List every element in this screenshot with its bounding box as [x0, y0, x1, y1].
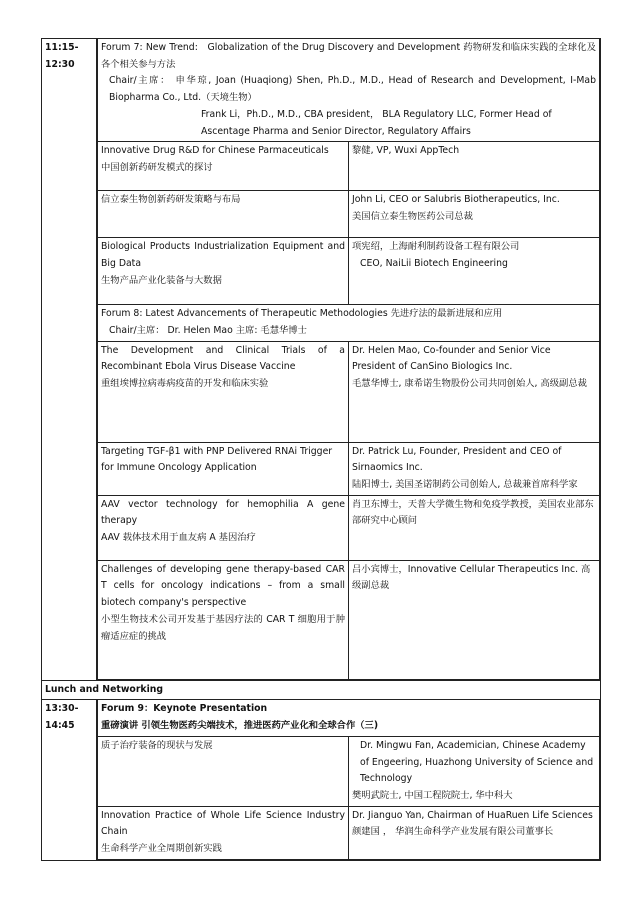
talk-row	[98, 495, 600, 560]
talk-speaker: 吕小宾博士，Innovative Cellular Therapeutics Inc. 高级副总裁	[352, 563, 591, 592]
talk-row	[98, 191, 600, 238]
talk-speaker-cn: 樊明武院士, 中国工程院院士, 华中科大	[352, 789, 513, 801]
talk-title-cn: 生物产品产业化装备与大数据	[101, 274, 222, 286]
forum-title: Forum 7: New Trend: Globalization of the Drug Discovery and Development 药物研发和临床实践的全球化及各个相关参与方法	[101, 42, 596, 70]
talk-title-cn: 中国创新药研发模式的探讨	[101, 161, 213, 173]
lunch-cell: Lunch and Networking	[42, 680, 601, 700]
talk-row	[98, 442, 600, 495]
talk-title-cn: 小型生物技术公司开发基于基因疗法的 CAR T 细胞用于肿瘤适应症的挑战	[101, 613, 345, 642]
talk-speaker-cn: 陆阳博士, 美国圣诺制药公司创始人, 总裁兼首席科学家	[352, 479, 578, 491]
forum-title: Forum 8: Latest Advancements of Therapeutic Methodologies 先进疗法的最新进展和应用	[101, 308, 503, 320]
talk-row	[98, 560, 600, 679]
talk-speaker: Dr. Jianguo Yan, Chairman of HuaRuen Life Sciences	[352, 809, 593, 821]
talk-title: Biological Products Industrialization Equipment and Big Data	[101, 241, 345, 269]
talk-speaker: 肖卫东博士，天普大学微生物和免疫学教授，美国农业部东部研究中心顾问	[352, 498, 594, 527]
talk-speaker-cn: 毛慧华博士, 康希诺生物股份公司共同创始人, 高级副总裁	[352, 378, 587, 390]
time-cell	[42, 700, 97, 860]
session-row	[42, 39, 601, 681]
talk-title: 质子治疗装备的现状与发展	[101, 739, 213, 751]
talk-speaker: 黎健, VP, Wuxi AppTech	[352, 145, 460, 157]
talk-title: Innovative Drug R&D for Chinese Parmaceuticals	[101, 145, 329, 157]
talk-row	[98, 806, 600, 859]
talk-title: The Development and Clinical Trials of a Recombinant Ebola Virus Disease Vaccine	[101, 344, 345, 373]
session-content	[97, 700, 601, 860]
talk-title: Innovation Practice of Whole Life Science Industry Chain	[101, 809, 345, 838]
schedule-page	[41, 38, 601, 861]
talk-title: Challenges of developing gene therapy-based CAR T cells for oncology indications – from a small biotech company's perspective	[101, 563, 345, 609]
session-time: 11:15- 12:30	[45, 42, 79, 70]
forum-chair: Chair/主席： 申华琼, Joan (Huaqiong) Shen, Ph.D., M.D., Head of Research and Development, I-Mab Biopharma Co., Ltd.（天境生物）	[109, 75, 596, 104]
forum9-table	[97, 700, 600, 859]
talk-row	[98, 341, 600, 442]
schedule-table	[41, 38, 601, 861]
talk-row	[98, 142, 600, 191]
forum-cochair: Frank Li，Ph.D., M.D., CBA president， BLA Regulatory LLC, Former Head of Ascentage Pharma and Senior Director, Regulatory Affairs	[201, 108, 552, 137]
talk-row	[98, 238, 600, 305]
forum-header-row	[98, 700, 600, 736]
forum-header-row	[98, 305, 600, 341]
talk-speaker: 项宪绍，上海耐利制药设备工程有限公司	[352, 241, 520, 253]
talk-speaker: John Li, CEO or Salubris Biotherapeutics, Inc.	[352, 194, 560, 206]
talk-title-cn: for Immune Oncology Application	[101, 462, 257, 474]
talk-speaker-en: CEO, NaiLii Biotech Engineering	[360, 257, 508, 269]
talk-title-cn: 生命科学产业全周期创新实践	[101, 843, 222, 855]
talk-speaker-cn: 美国信立泰生物医药公司总裁	[352, 210, 473, 222]
forum-header-row	[98, 39, 600, 142]
forum-subtitle: 重磅演讲 引领生物医药尖端技术，推进医药产业化和全球合作（三)	[101, 720, 379, 732]
forum-title: Forum 9：Keynote Presentation	[101, 703, 268, 715]
lunch-row	[42, 680, 601, 700]
session-content	[97, 39, 601, 681]
talk-title: 信立泰生物创新药研发策略与布局	[101, 194, 241, 206]
talk-title-cn: AAV 载体技术用于血友病 A 基因治疗	[101, 532, 256, 544]
talk-title: AAV vector technology for hemophilia A gene therapy	[101, 498, 345, 527]
talk-title-cn: 重组埃博拉病毒病疫苗的开发和临床实验	[101, 378, 269, 390]
forum7-table	[97, 39, 600, 680]
session-time: 13:30- 14:45	[45, 703, 79, 732]
talk-speaker: Dr. Mingwu Fan, Academician, Chinese Academy of Engeering, Huazhong University of Science and Technology	[360, 739, 594, 785]
talk-speaker: Dr. Helen Mao, Co-founder and Senior Vice President of CanSino Biologics Inc.	[352, 344, 551, 373]
talk-speaker-cn: 颜建国 ， 华润生命科学产业发展有限公司董事长	[352, 826, 554, 838]
forum-chair: Chair/主席： Dr. Helen Mao 主席: 毛慧华博士	[109, 324, 307, 336]
talk-speaker: Dr. Patrick Lu, Founder, President and CEO of Sirnaomics Inc.	[352, 445, 562, 474]
talk-title: Targeting TGF-β1 with PNP Delivered RNAi Trigger	[101, 445, 333, 457]
time-cell	[42, 39, 97, 681]
talk-row	[98, 736, 600, 806]
session-row	[42, 700, 601, 860]
